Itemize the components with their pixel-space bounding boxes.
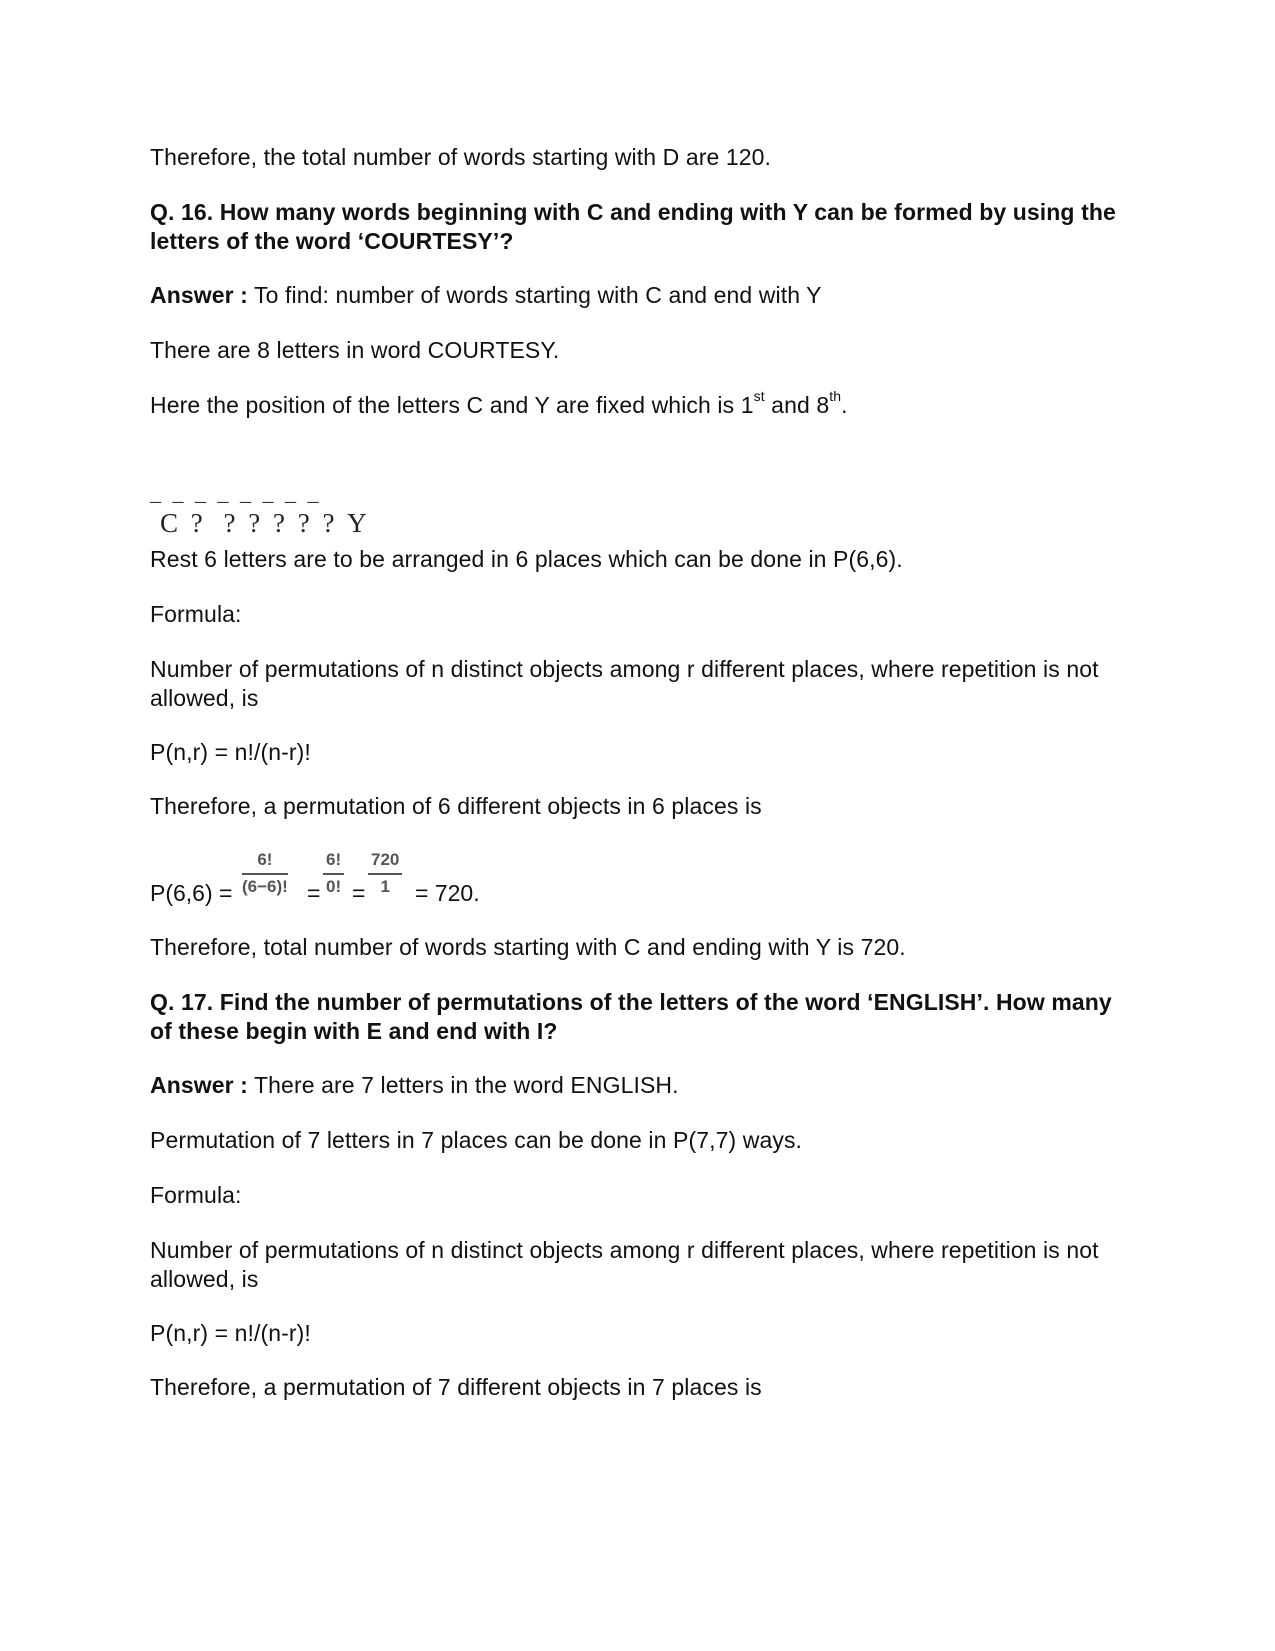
permutation-definition: Number of permutations of n distinct objects among r different places, where repetition is not allowed, is (150, 656, 1099, 711)
positions-period: . (841, 392, 848, 418)
fraction-numerator: 720 (368, 850, 402, 875)
answer-17-intro (150, 1071, 1130, 1100)
slot-letter: ? (322, 508, 335, 538)
permutation-definition-2: Number of permutations of n distinct objects among r different places, where repetition is not allowed, is (150, 1237, 1099, 1292)
question-16: Q. 16. How many words beginning with C and ending with Y can be formed by using the letters of the word ‘COURTESY’? (150, 199, 1116, 254)
answer-17-permutation: Therefore, a permutation of 7 different objects in 7 places is (150, 1374, 762, 1400)
fraction-6-over-6minus6 (242, 850, 288, 897)
paragraph-d-total: Therefore, the total number of words starting with D are 120. (150, 144, 772, 170)
slot-letter: ? (248, 508, 261, 538)
fraction-denominator: (6−6)! (242, 877, 288, 896)
equals-sign: = (352, 880, 366, 906)
answer-label: Answer : (150, 1072, 248, 1098)
slot-letter: C (160, 508, 179, 538)
answer-16-letters: There are 8 letters in word COURTESY. (150, 337, 560, 363)
answer-16-text: To find: number of words starting with C and end with Y (254, 282, 822, 308)
calculation-p66 (150, 850, 550, 920)
question-17: Q. 17. Find the number of permutations of the letters of the word ‘ENGLISH’. How many of these begin with E and end with I? (150, 989, 1112, 1044)
answer-16-conclusion: Therefore, total number of words starting with C and ending with Y is 720. (150, 934, 906, 960)
fraction-numerator: 6! (323, 850, 344, 875)
formula-label-2: Formula: (150, 1182, 242, 1208)
answer-17-places: Permutation of 7 letters in 7 places can be done in P(7,7) ways. (150, 1127, 803, 1153)
letter-slots-figure (160, 508, 373, 539)
fraction-numerator: 6! (242, 850, 288, 875)
superscript-st: st (753, 388, 765, 405)
calc-result: = 720. (415, 880, 480, 906)
slot-letter: ? (272, 508, 285, 538)
permutation-formula: P(n,r) = n!/(n-r)! (150, 739, 311, 765)
answer-16-intro (150, 281, 1130, 310)
fraction-denominator: 0! (326, 877, 342, 896)
fraction-6-over-0 (323, 850, 344, 897)
answer-17-text: There are 7 letters in the word ENGLISH. (254, 1072, 679, 1098)
superscript-th: th (829, 388, 842, 405)
permutation-formula-2: P(n,r) = n!/(n-r)! (150, 1320, 311, 1346)
fraction-denominator: 1 (380, 877, 390, 896)
answer-16-positions (150, 388, 1130, 420)
slot-letter: ? (297, 508, 310, 538)
formula-label: Formula: (150, 601, 242, 627)
answer-16-rest: Rest 6 letters are to be arranged in 6 places which can be done in P(6,6). (150, 546, 903, 572)
answer-label: Answer : (150, 282, 248, 308)
slot-letter: Y (347, 508, 367, 538)
calc-lhs: P(6,6) = (150, 880, 233, 906)
slot-letter: ? (190, 508, 203, 538)
fraction-720-over-1 (368, 850, 402, 897)
slot-letter: ? (223, 508, 236, 538)
blank-slots-line: _ _ _ _ _ _ _ _ (150, 480, 322, 505)
answer-16-permutation: Therefore, a permutation of 6 different objects in 6 places is (150, 793, 762, 819)
positions-text-and: and 8 (764, 392, 830, 418)
positions-text: Here the position of the letters C and Y are fixed which is 1 (150, 392, 754, 418)
equals-sign: = (307, 880, 321, 906)
